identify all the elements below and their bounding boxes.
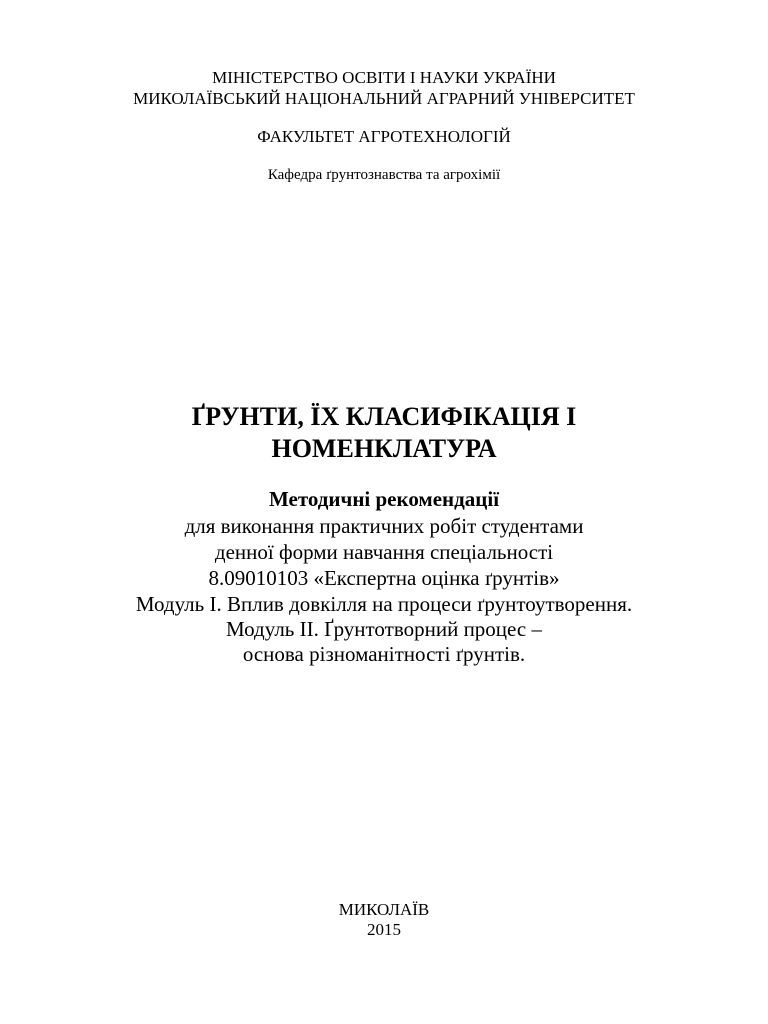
description-line: основа різноманітності ґрунтів.	[242, 642, 526, 666]
description-line: для виконання практичних робіт студентами	[184, 514, 584, 538]
department-name: Кафедра ґрунтознавства та агрохімії	[267, 167, 501, 183]
publication-city: МИКОЛАЇВ	[338, 900, 430, 919]
university-name: МИКОЛАЇВСЬКИЙ НАЦІОНАЛЬНИЙ АГРАРНИЙ УНІВЕРСИТЕТ	[133, 89, 635, 108]
document-title-line-1: ҐРУНТИ, ЇХ КЛАСИФІКАЦІЯ І	[191, 402, 577, 431]
faculty-name: ФАКУЛЬТЕТ АГРОТЕХНОЛОГІЙ	[257, 127, 511, 146]
description-line: 8.09010103 «Експертна оцінка ґрунтів»	[208, 566, 560, 590]
description-line: Модуль ІІ. Ґрунтотворний процес –	[226, 617, 542, 641]
description-line: денної форми навчання спеціальності	[214, 540, 554, 564]
publication-year: 2015	[367, 920, 401, 939]
description-line: Модуль І. Вплив довкілля на процеси ґрунтоутворення.	[135, 592, 633, 616]
document-title-line-2: НОМЕНКЛАТУРА	[271, 434, 497, 463]
document-subtitle: Методичні рекомендації	[268, 487, 500, 511]
ministry-name: МІНІСТЕРСТВО ОСВІТИ І НАУКИ УКРАЇНИ	[212, 68, 556, 87]
